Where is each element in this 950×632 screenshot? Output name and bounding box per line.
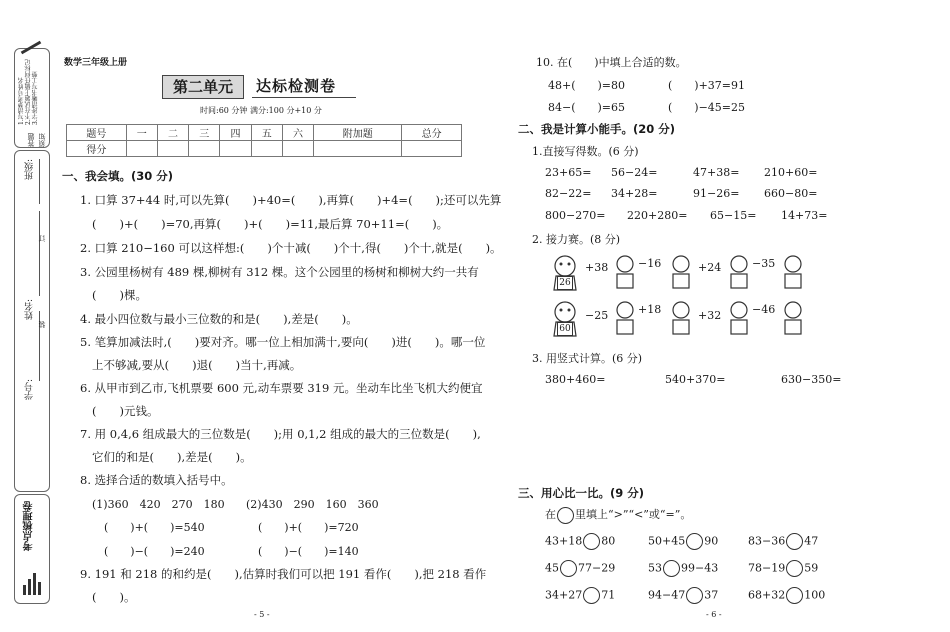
score-table-header-row	[67, 125, 462, 141]
relay-op: +32	[698, 309, 722, 322]
brand-label: 考点梳理卷	[24, 501, 35, 551]
vertical-calc: 540+370=	[665, 373, 726, 386]
relay-runner-icon	[776, 254, 810, 292]
direct-calc: 800−270=	[545, 209, 606, 222]
score-table-score-row	[67, 141, 462, 157]
score-cell[interactable]	[402, 141, 462, 157]
sidebar-tips	[14, 48, 50, 148]
question-8-blank-2a: ( )−( )=240	[104, 545, 205, 558]
compare-circle[interactable]	[583, 533, 600, 550]
compare-item	[648, 560, 718, 577]
unit-title: 第二单元	[162, 75, 244, 99]
compare-right: 80	[601, 534, 616, 548]
compare-item	[648, 533, 718, 550]
compare-left: 43+18	[545, 534, 583, 548]
question-3-line-a: 3. 公园里杨树有 489 棵,柳树有 312 棵。这个公园里的杨树和柳树大约一共有	[80, 265, 479, 279]
compare-item	[748, 533, 818, 550]
relay-op: −46	[752, 303, 776, 316]
compare-circle[interactable]	[786, 560, 803, 577]
score-cell[interactable]	[126, 141, 157, 157]
compare-circle[interactable]	[663, 560, 680, 577]
compare-left: 50+45	[648, 534, 686, 548]
score-header-cell: 六	[282, 125, 313, 141]
name-label: 姓名:	[25, 299, 35, 321]
page-number-right: - 6 -	[706, 610, 722, 619]
direct-calc: 65−15=	[710, 209, 757, 222]
relay-op: −25	[585, 309, 609, 322]
question-8-blank-2b: ( )−( )=140	[258, 545, 359, 558]
relay-runner-icon	[664, 254, 698, 292]
section3-instruction	[545, 506, 691, 524]
compare-right: 37	[704, 588, 719, 602]
title-underline	[252, 97, 356, 98]
compare-left: 34+27	[545, 588, 583, 602]
compare-right: 59	[804, 561, 819, 575]
question-8-blank-1b: ( )+( )=720	[258, 521, 359, 534]
sidebar-tips-text: 1.写清楚考号姓名 2.不在试题上做任何标记 3.字迹清晰书写工整	[18, 59, 39, 125]
section2-sub2: 2. 接力赛。(8 分)	[532, 233, 621, 246]
compare-item	[748, 560, 818, 577]
direct-calc: 660−80=	[764, 187, 818, 200]
question-9-line-b: ( )。	[92, 590, 136, 604]
compare-circle[interactable]	[786, 533, 803, 550]
direct-calc: 210+60=	[764, 166, 818, 179]
question-8-group-2: (2)430 290 160 360	[246, 498, 379, 511]
question-8-blank-1a: ( )+( )=540	[104, 521, 205, 534]
compare-left: 45	[545, 561, 559, 575]
compare-left: 78−19	[748, 561, 786, 575]
question-7-line-b: 它们的和是( ),差是( )。	[92, 450, 252, 464]
compare-left: 68+32	[748, 588, 786, 602]
question-1-line-b: ( )+( )=70,再算( )+( )=11,最后算 70+11=( )。	[92, 217, 449, 231]
direct-calc: 56−24=	[611, 166, 658, 179]
relay-start-box: 60	[557, 322, 573, 336]
question-10-item: 48+( )=80	[548, 79, 626, 92]
direct-calc: 14+73=	[781, 209, 828, 222]
direct-calc: 47+38=	[693, 166, 740, 179]
instruction-prefix: 在	[545, 508, 556, 521]
question-2: 2. 口算 210−160 可以这样想:( )个十减( )个十,得( )个十,就是( )。	[80, 241, 502, 255]
compare-item	[545, 587, 615, 604]
section2-sub3: 3. 用竖式计算。(6 分)	[532, 352, 643, 365]
question-6-line-a: 6. 从甲市到乙市,飞机票要 600 元,动车票要 319 元。坐动车比坐飞机大约便宜	[80, 381, 483, 395]
vertical-calc: 630−350=	[781, 373, 842, 386]
compare-item	[748, 587, 825, 604]
question-1-line-a: 1. 口算 37+44 时,可以先算( )+40=( ),再算( )+4=( );还可以先算	[80, 193, 502, 207]
compare-item	[648, 587, 718, 604]
question-5-line-b: 上不够减,要从( )退( )当十,再减。	[92, 358, 302, 372]
question-3-line-b: ( )棵。	[92, 288, 147, 302]
exam-meta: 时间:60 分钟 满分:100 分+10 分	[200, 106, 322, 115]
name-line	[39, 211, 40, 296]
compare-left: 94−47	[648, 588, 686, 602]
class-label: 班级:	[25, 159, 35, 181]
question-4: 4. 最小四位数与最小三位数的和是( ),差是( )。	[80, 312, 358, 326]
sidebar-brand	[14, 494, 50, 604]
section2-title: 二、我是计算小能手。(20 分)	[518, 122, 676, 136]
question-10-item: ( )+37=91	[668, 79, 746, 92]
fold-mark-2: 订	[38, 235, 46, 242]
exam-title: 达标检测卷	[256, 77, 337, 95]
compare-right: 77−29	[578, 561, 616, 575]
vertical-calc: 380+460=	[545, 373, 606, 386]
compare-right: 90	[704, 534, 719, 548]
score-table	[66, 124, 462, 157]
compare-circle[interactable]	[560, 560, 577, 577]
subject-header: 数学三年级上册	[64, 58, 128, 68]
question-10-item: 84−( )=65	[548, 101, 626, 114]
relay-start-box: 26	[557, 276, 573, 290]
score-cell[interactable]	[251, 141, 282, 157]
relay-runner-icon	[722, 254, 756, 292]
sidebar-student-info	[14, 150, 50, 492]
question-7-line-a: 7. 用 0,4,6 组成最大的三位数是( );用 0,1,2 组成的最大的三位数是( ),	[80, 427, 481, 441]
compare-left: 53	[648, 561, 662, 575]
score-cell[interactable]	[314, 141, 402, 157]
score-header-cell: 总分	[402, 125, 462, 141]
score-header-cell: 二	[157, 125, 188, 141]
section3-title: 三、用心比一比。(9 分)	[518, 486, 645, 500]
compare-right: 71	[601, 588, 616, 602]
relay-runner-icon	[664, 300, 698, 338]
section1-title: 一、我会填。(30 分)	[62, 169, 174, 183]
title-banner	[162, 75, 362, 99]
compare-circle[interactable]	[583, 587, 600, 604]
compare-right: 100	[804, 588, 826, 602]
section2-sub1: 1.直接写得数。(6 分)	[532, 145, 639, 158]
relay-runner-icon	[776, 300, 810, 338]
sidebar-tips-label: 答题须知	[27, 133, 46, 147]
direct-calc: 220+280=	[627, 209, 688, 222]
score-cell[interactable]	[157, 141, 188, 157]
question-10-item: ( )−45=25	[668, 101, 746, 114]
question-10-title: 10. 在( )中填上合适的数。	[536, 56, 687, 69]
relay-runner-icon	[722, 300, 756, 338]
relay-op: −16	[638, 257, 662, 270]
page-number-left: - 5 -	[254, 610, 270, 619]
compare-left: 83−36	[748, 534, 786, 548]
compare-item	[545, 560, 615, 577]
direct-calc: 34+28=	[611, 187, 658, 200]
bar-chart-logo-icon	[23, 569, 41, 595]
compare-circle[interactable]	[686, 533, 703, 550]
relay-runner-icon	[608, 254, 642, 292]
class-line	[39, 159, 40, 204]
relay-op: +38	[585, 261, 609, 274]
question-5-line-a: 5. 笔算加减法时,( )要对齐。哪一位上相加满十,要向( )进( )。哪一位	[80, 335, 486, 349]
student-id-label: 学号:	[25, 379, 35, 401]
score-row-label: 得分	[67, 141, 127, 157]
score-header-cell: 三	[189, 125, 220, 141]
compare-circle-sample	[557, 507, 574, 524]
score-cell[interactable]	[282, 141, 313, 157]
compare-circle[interactable]	[786, 587, 803, 604]
score-header-cell: 五	[251, 125, 282, 141]
question-6-line-b: ( )元钱。	[92, 404, 159, 418]
compare-right: 99−43	[681, 561, 719, 575]
instruction-suffix: 里填上“>”“<”或“=”。	[575, 508, 692, 521]
relay-op: +18	[638, 303, 662, 316]
relay-op: −35	[752, 257, 776, 270]
score-header-cell: 附加题	[314, 125, 402, 141]
question-8: 8. 选择合适的数填入括号中。	[80, 473, 233, 487]
direct-calc: 23+65=	[545, 166, 592, 179]
direct-calc: 91−26=	[693, 187, 740, 200]
fold-mark-1: 装	[38, 321, 46, 328]
score-header-cell: 一	[126, 125, 157, 141]
compare-item	[545, 533, 615, 550]
compare-circle[interactable]	[686, 587, 703, 604]
score-header-cell: 四	[220, 125, 251, 141]
direct-calc: 82−22=	[545, 187, 592, 200]
relay-runner-icon	[608, 300, 642, 338]
score-header-cell: 题号	[67, 125, 127, 141]
question-8-group-1: (1)360 420 270 180	[92, 498, 225, 511]
score-cell[interactable]	[220, 141, 251, 157]
compare-right: 47	[804, 534, 819, 548]
score-cell[interactable]	[189, 141, 220, 157]
relay-op: +24	[698, 261, 722, 274]
question-9-line-a: 9. 191 和 218 的和约是( ),估算时我们可以把 191 看作( ),把 218 看作	[80, 567, 487, 581]
